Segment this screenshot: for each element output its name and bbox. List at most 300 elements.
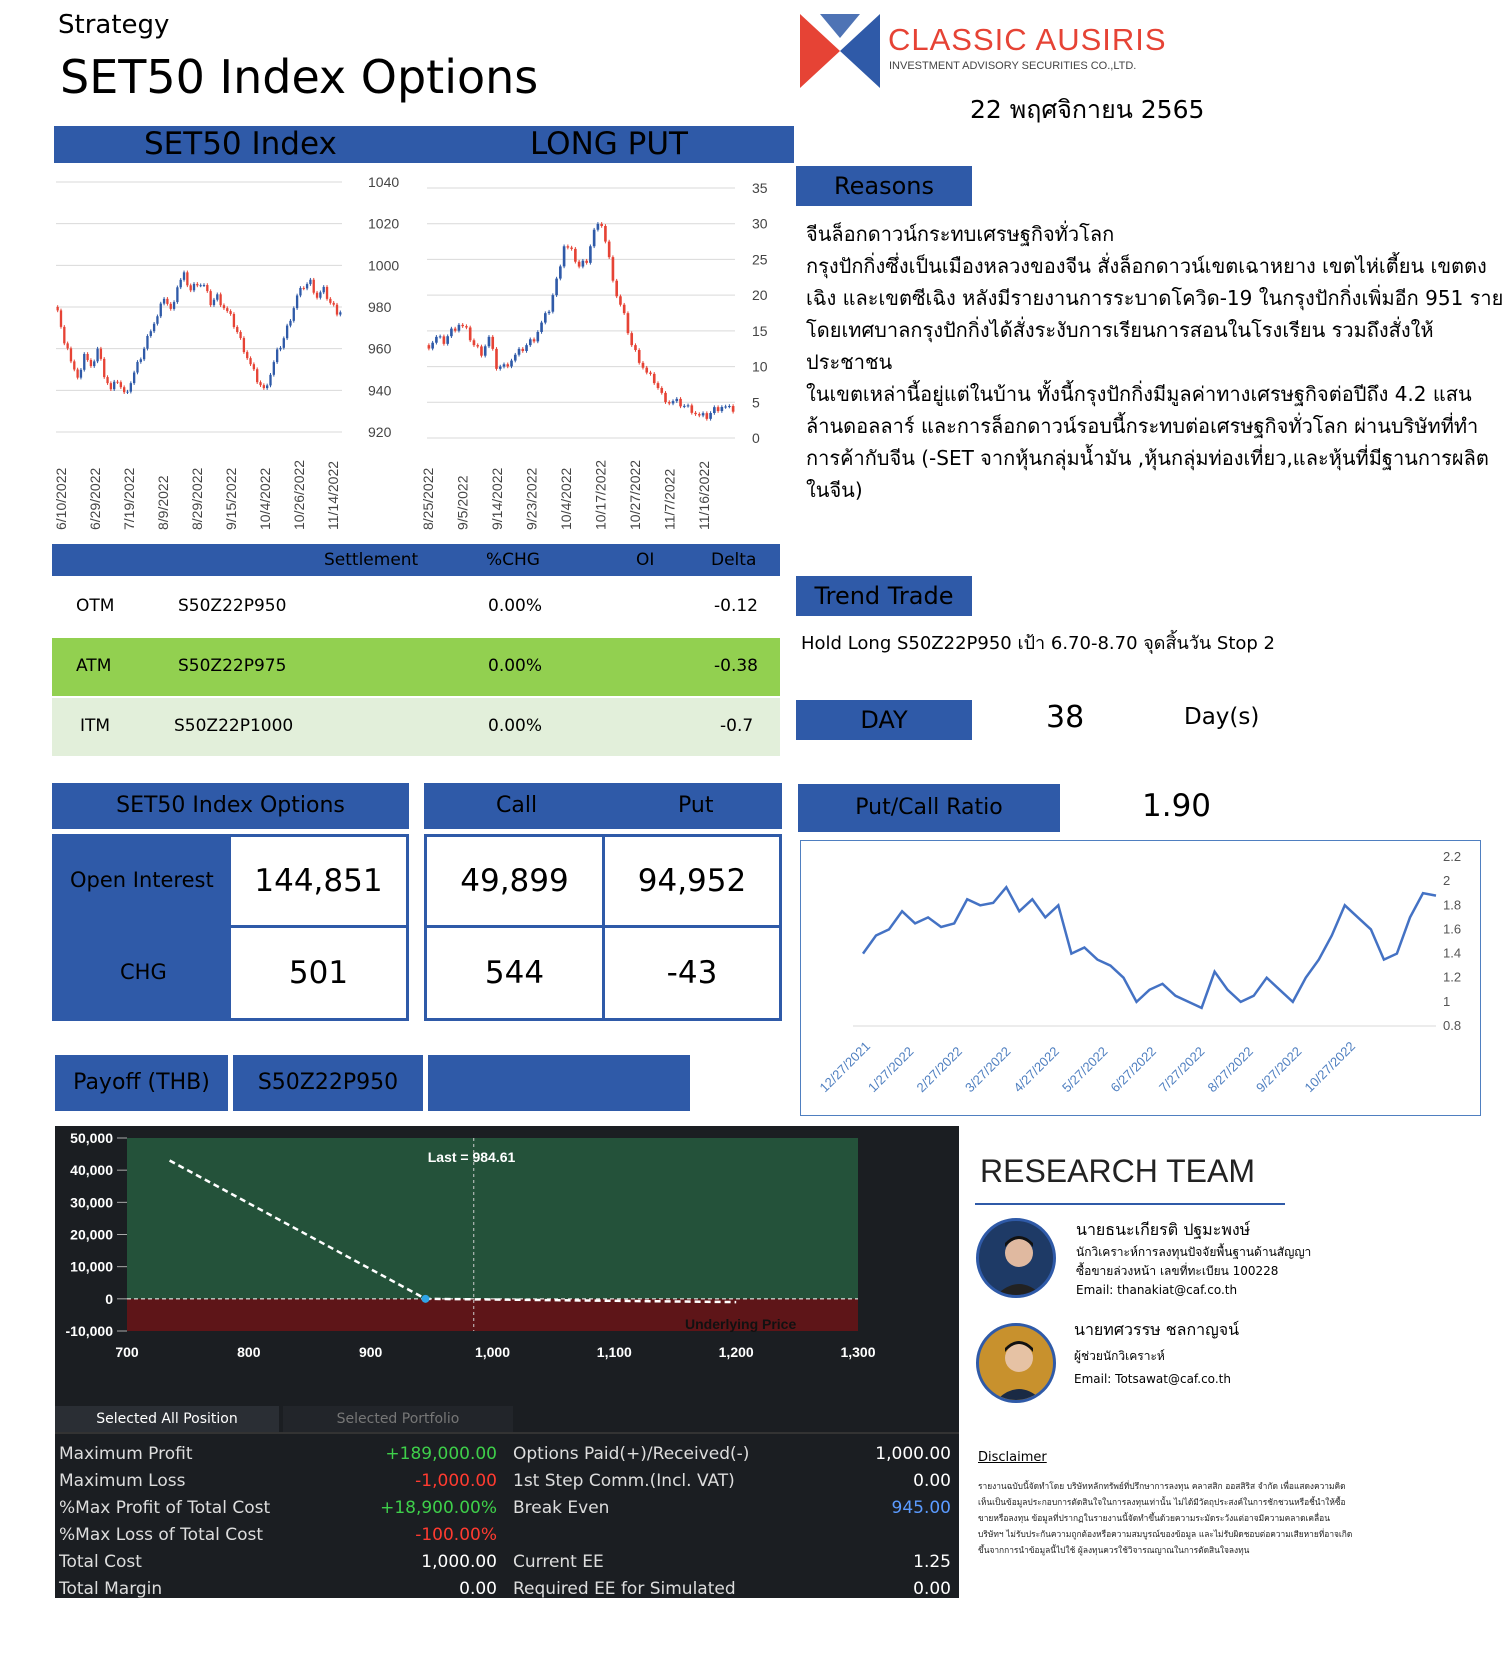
stats-row bbox=[59, 1521, 497, 1548]
x-tick-label: 1,100 bbox=[596, 1344, 632, 1360]
candle-body bbox=[548, 312, 551, 313]
candle-body bbox=[126, 392, 128, 393]
candle-body bbox=[600, 224, 603, 226]
stat-label: 1st Step Comm.(Incl. VAT) bbox=[513, 1470, 735, 1491]
table-row-otm bbox=[52, 578, 780, 636]
x-tick-label: 9/23/2022 bbox=[523, 467, 540, 530]
trend-trade-text: Hold Long S50Z22P950 เป้า 6.70-8.70 จุดสิ้นวัน Stop 2 bbox=[801, 633, 1276, 654]
candle-body bbox=[454, 329, 457, 331]
candle-body bbox=[484, 346, 487, 355]
candle-body bbox=[160, 304, 162, 317]
candle-body bbox=[717, 407, 720, 411]
candle-body bbox=[170, 304, 172, 309]
x-tick-label: 1,000 bbox=[474, 1344, 511, 1360]
left-stats-table bbox=[59, 1440, 497, 1602]
candle-body bbox=[333, 303, 335, 305]
candle-body bbox=[574, 249, 577, 262]
stats-row bbox=[513, 1467, 951, 1494]
y-tick-label: 0 bbox=[105, 1290, 113, 1307]
reason-line: จีนล็อกดาวน์กระทบเศรษฐกิจทั่วโลก bbox=[806, 222, 1115, 246]
stats-row bbox=[513, 1575, 951, 1602]
stat-value: 1,000.00 bbox=[421, 1551, 497, 1572]
x-tick-label: 1,200 bbox=[718, 1344, 754, 1360]
oi-call-cell: 49,899 bbox=[424, 834, 605, 928]
x-tick-label: 7/27/2022 bbox=[1156, 1043, 1208, 1096]
x-tick-label: 10/4/2022 bbox=[558, 467, 574, 530]
candle-body bbox=[653, 374, 656, 383]
candle-body bbox=[619, 296, 622, 304]
row-series: S50Z22P950 bbox=[178, 596, 287, 616]
candle-body bbox=[627, 313, 630, 333]
candle-body bbox=[229, 311, 231, 314]
x-tick-label: 4/27/2022 bbox=[1010, 1043, 1063, 1096]
set50-chart-title: SET50 Index bbox=[144, 126, 337, 162]
stats-row bbox=[513, 1548, 951, 1575]
company-logo bbox=[800, 14, 880, 88]
candle-body bbox=[476, 345, 479, 346]
options-table-header bbox=[52, 544, 780, 576]
candle-body bbox=[306, 284, 308, 288]
candle-body bbox=[597, 224, 600, 230]
table-row-atm bbox=[52, 638, 780, 696]
y-tick-label: 2.2 bbox=[1443, 849, 1462, 864]
candle-body bbox=[233, 314, 235, 327]
y-tick-label: 30,000 bbox=[70, 1194, 113, 1211]
candle-body bbox=[86, 354, 88, 360]
tab-divider bbox=[55, 1432, 959, 1434]
candle-body bbox=[630, 333, 633, 345]
stats-row bbox=[513, 1494, 951, 1521]
stat-label: Options Paid(+)/Received(-) bbox=[513, 1443, 750, 1464]
y-tick-label: 1.6 bbox=[1443, 921, 1462, 937]
candle-body bbox=[136, 362, 138, 373]
candle-body bbox=[698, 414, 701, 415]
candle-body bbox=[615, 281, 618, 297]
candle-body bbox=[634, 345, 637, 350]
candle-body bbox=[578, 262, 581, 267]
tab-selected-all-position[interactable]: Selected All Position bbox=[55, 1406, 279, 1432]
y-tick-label: 30 bbox=[752, 215, 768, 232]
candle-body bbox=[116, 382, 118, 383]
candle-body bbox=[73, 361, 75, 369]
person-role: ผู้ช่วยนักวิเคราะห์ bbox=[1074, 1349, 1165, 1363]
person-email: Email: thanakiat@caf.co.th bbox=[1076, 1283, 1238, 1297]
x-tick-label: 1/27/2022 bbox=[865, 1043, 917, 1096]
x-tick-label: 10/26/2022 bbox=[291, 459, 307, 530]
person-1 bbox=[1076, 1218, 1311, 1300]
reason-line: กรุงปักกิ่งซึ่งเป็นเมืองหลวงของจีน สั่งล็อกดาวน์เขตเฉาหยาง เขตไห่เตี้ยน เขตตง bbox=[806, 254, 1487, 278]
brand-name: CLASSIC AUSIRIS bbox=[888, 22, 1167, 57]
stats-row bbox=[513, 1521, 951, 1548]
stat-value: +18,900.00% bbox=[380, 1497, 497, 1518]
candle-body bbox=[559, 266, 562, 278]
candle-body bbox=[544, 313, 547, 322]
long-put-chart-title: LONG PUT bbox=[530, 126, 688, 162]
x-tick-label: 11/16/2022 bbox=[696, 460, 712, 530]
candle-body bbox=[536, 332, 539, 341]
candle-body bbox=[100, 349, 102, 359]
x-tick-label: 9/15/2022 bbox=[223, 467, 239, 530]
candle-body bbox=[589, 246, 592, 263]
y-tick-label: 960 bbox=[368, 340, 392, 357]
disclaimer-title: Disclaimer bbox=[978, 1450, 1047, 1465]
long-put-candlestick-chart bbox=[415, 168, 780, 538]
candle-body bbox=[585, 261, 588, 263]
oi-put-cell: 94,952 bbox=[602, 834, 782, 928]
candle-body bbox=[506, 364, 509, 366]
y-tick-label: 0.8 bbox=[1443, 1018, 1462, 1033]
candle-body bbox=[266, 385, 268, 388]
x-tick-label: 10/27/2022 bbox=[627, 459, 643, 530]
y-tick-label: 15 bbox=[752, 322, 768, 339]
research-divider bbox=[975, 1203, 1285, 1205]
reasons-text bbox=[806, 218, 1506, 506]
pcr-series-line bbox=[863, 887, 1436, 1008]
candle-body bbox=[313, 280, 315, 293]
y-tick-label: 1020 bbox=[368, 215, 400, 232]
x-tick-label: 8/29/2022 bbox=[189, 467, 205, 530]
reasons-label: Reasons bbox=[796, 166, 972, 206]
y-tick-label: -10,000 bbox=[65, 1323, 113, 1339]
candle-body bbox=[309, 280, 311, 284]
x-tick-label: 9/14/2022 bbox=[489, 467, 505, 530]
put-call-ratio-chart bbox=[800, 840, 1481, 1116]
candle-body bbox=[518, 349, 521, 355]
candle-body bbox=[246, 352, 248, 358]
brand-subtitle: INVESTMENT ADVISORY SECURITIES CO.,LTD. bbox=[889, 60, 1137, 72]
stats-row bbox=[513, 1440, 951, 1467]
candle-body bbox=[623, 305, 626, 313]
stat-value: 0.00 bbox=[459, 1578, 497, 1599]
stat-label bbox=[513, 1521, 845, 1548]
x-tick-label: 5/27/2022 bbox=[1059, 1043, 1111, 1096]
candle-body bbox=[461, 325, 464, 326]
candle-body bbox=[612, 257, 615, 281]
candle-body bbox=[316, 293, 318, 298]
stat-value bbox=[845, 1521, 951, 1548]
pcr-label: Put/Call Ratio bbox=[798, 784, 1060, 832]
candle-body bbox=[480, 346, 483, 355]
x-tick-label: 12/27/2021 bbox=[816, 1038, 874, 1096]
candle-body bbox=[76, 370, 78, 378]
candle-body bbox=[273, 362, 275, 375]
candle-body bbox=[156, 316, 158, 323]
y-tick-label: 920 bbox=[368, 424, 392, 440]
candle-body bbox=[286, 326, 288, 339]
candle-body bbox=[269, 375, 271, 386]
candle-body bbox=[83, 354, 85, 370]
payoff-panel bbox=[55, 1126, 959, 1598]
candle-body bbox=[649, 373, 652, 374]
candle-body bbox=[203, 285, 205, 286]
stat-label: Maximum Profit bbox=[59, 1443, 193, 1464]
candle-body bbox=[552, 295, 555, 312]
candle-body bbox=[675, 399, 678, 401]
candle-body bbox=[582, 261, 585, 267]
candle-body bbox=[70, 348, 72, 361]
y-tick-label: 1040 bbox=[368, 174, 400, 190]
x-tick-label: 10/17/2022 bbox=[592, 459, 609, 530]
x-tick-label: 9/5/2022 bbox=[454, 475, 471, 530]
y-tick-label: 5 bbox=[752, 394, 760, 411]
stat-label: %Max Profit of Total Cost bbox=[59, 1497, 271, 1518]
candle-body bbox=[319, 292, 321, 297]
x-tick-label: 8/9/2022 bbox=[155, 475, 171, 530]
stat-value: +189,000.00 bbox=[385, 1443, 497, 1464]
stat-value: 0.00 bbox=[913, 1578, 951, 1599]
candle-body bbox=[90, 360, 92, 366]
day-label: DAY bbox=[796, 700, 972, 740]
candle-body bbox=[642, 363, 645, 368]
candle-body bbox=[458, 325, 461, 331]
candle-body bbox=[555, 279, 558, 296]
x-tick-label: 7/19/2022 bbox=[121, 467, 137, 530]
row-moneyness: ATM bbox=[76, 656, 112, 676]
candle-body bbox=[465, 326, 468, 327]
candle-body bbox=[303, 288, 305, 289]
candle-body bbox=[296, 295, 298, 308]
reason-line: การค้ากับจีน (-SET จากหุ้นกลุ่มน้ำมัน ,หุ้นกลุ่มท่องเที่ยว,และหุ้นที่มีฐานการผลิต bbox=[806, 446, 1489, 470]
candle-body bbox=[567, 246, 570, 247]
row-delta: -0.12 bbox=[714, 596, 758, 616]
call-label: Call bbox=[496, 793, 538, 818]
candle-body bbox=[176, 287, 178, 302]
candle-body bbox=[223, 305, 225, 308]
candle-body bbox=[446, 336, 449, 344]
candle-body bbox=[209, 291, 211, 305]
stats-row bbox=[59, 1575, 497, 1602]
y-tick-label: 40,000 bbox=[70, 1162, 113, 1179]
candle-body bbox=[664, 393, 667, 402]
stat-label: Break Even bbox=[513, 1497, 610, 1518]
table-row-itm bbox=[52, 698, 780, 756]
x-tick-label: 2/27/2022 bbox=[913, 1043, 966, 1096]
candle-body bbox=[243, 338, 245, 352]
candle-body bbox=[213, 300, 215, 305]
stat-value: -100.00% bbox=[415, 1524, 497, 1545]
candle-body bbox=[190, 285, 192, 290]
chg-call-cell: 544 bbox=[424, 925, 605, 1021]
candle-body bbox=[694, 413, 697, 414]
candle-body bbox=[133, 373, 135, 384]
payoff-label: Payoff (THB) bbox=[55, 1055, 228, 1111]
research-team-title: RESEARCH TEAM bbox=[980, 1153, 1256, 1189]
candle-body bbox=[146, 336, 148, 349]
col-settlement: Settlement bbox=[324, 550, 419, 570]
candle-body bbox=[56, 307, 58, 310]
candle-body bbox=[329, 299, 331, 303]
candle-body bbox=[283, 338, 285, 348]
day-unit: Day(s) bbox=[1184, 704, 1260, 730]
stat-value: 945.00 bbox=[891, 1497, 951, 1518]
x-tick-label: 1,300 bbox=[840, 1344, 876, 1360]
candle-body bbox=[604, 226, 607, 242]
candle-body bbox=[431, 343, 434, 349]
x-tick-label: 11/14/2022 bbox=[325, 460, 341, 530]
x-tick-label: 3/27/2022 bbox=[962, 1043, 1014, 1096]
reason-line: ในจีน) bbox=[806, 478, 863, 502]
candle-body bbox=[96, 349, 98, 362]
y-tick-label: 10,000 bbox=[70, 1258, 113, 1275]
y-tick-label: 1000 bbox=[368, 257, 400, 274]
row-delta: -0.38 bbox=[714, 656, 758, 676]
stat-label: %Max Loss of Total Cost bbox=[59, 1524, 264, 1545]
candle-body bbox=[533, 339, 536, 341]
candle-body bbox=[106, 377, 108, 383]
candle-body bbox=[193, 284, 195, 290]
y-tick-label: 35 bbox=[752, 180, 768, 196]
stat-label: Current EE bbox=[513, 1551, 604, 1572]
candle-body bbox=[256, 369, 258, 382]
trend-trade-label: Trend Trade bbox=[796, 576, 972, 616]
x-tick-label: 11/7/2022 bbox=[661, 468, 678, 530]
candle-body bbox=[293, 308, 295, 321]
candle-body bbox=[713, 407, 716, 413]
payoff-series: S50Z22P950 bbox=[233, 1055, 423, 1111]
disclaimer-text: รายงานฉบับนี้จัดทำโดย บริษัทหลักทรัพย์ที่ปรึกษาการลงทุน คลาสสิก ออสสิริส จำกัด เพื่อแสดงความคิดเห็นเป็นข้อมูลประกอบการตัดสินใจในการลงทุนเท่านั้น ไม่ได้มีวัตถุประสงค์ในการชักชวนหรือชี้นำให้ซื้อขายหรือลงทุน ข้อมูลที่ปรากฏในรายงานนี้จัดทำขึ้นด้วยความระมัดระวังแต่อาจมีความคลาดเคลื่อน บริษัทฯ ไม่รับประกันความถูกต้องหรือความสมบูรณ์ของข้อมูล และไม่รับผิดชอบต่อความเสียหายที่อาจเกิดขึ้นจากการนำข้อมูลนี้ไปใช้ ผู้ลงทุนควรใช้วิจารณญาณในการตัดสินใจลงทุน bbox=[978, 1481, 1353, 1555]
candle-body bbox=[110, 383, 112, 389]
row-chg: 0.00% bbox=[488, 716, 543, 736]
row-delta: -0.7 bbox=[720, 716, 754, 736]
candle-body bbox=[687, 405, 690, 406]
y-tick-label: 940 bbox=[368, 382, 392, 399]
candle-body bbox=[540, 323, 543, 332]
stats-row bbox=[59, 1440, 497, 1467]
candle-body bbox=[80, 370, 82, 378]
candle-body bbox=[249, 358, 251, 364]
stat-label: Required EE for Simulated bbox=[513, 1578, 736, 1599]
break-even-point bbox=[421, 1295, 429, 1303]
y-tick-label: 25 bbox=[752, 251, 768, 268]
candle-body bbox=[443, 336, 446, 343]
right-stats-table bbox=[513, 1440, 951, 1602]
person-name: นายธนะเกียรติ ปฐมะพงษ์ bbox=[1076, 1220, 1251, 1239]
col-delta: Delta bbox=[711, 550, 757, 570]
oi-box-title: SET50 Index Options bbox=[52, 783, 409, 829]
candle-body bbox=[724, 407, 727, 408]
candle-body bbox=[63, 327, 65, 343]
payoff-blank-bar bbox=[428, 1055, 690, 1111]
candle-body bbox=[140, 359, 142, 362]
stat-label: Total Cost bbox=[59, 1551, 142, 1572]
x-tick-label: 9/27/2022 bbox=[1253, 1043, 1305, 1096]
oi-total-cell: 144,851 bbox=[228, 834, 409, 928]
x-tick-label: 6/10/2022 bbox=[53, 467, 69, 530]
candle-body bbox=[103, 359, 105, 377]
x-tick-label: 800 bbox=[237, 1344, 261, 1360]
candle-body bbox=[143, 349, 145, 360]
candle-body bbox=[236, 327, 238, 332]
candle-body bbox=[450, 329, 453, 337]
candle-body bbox=[491, 337, 494, 349]
candle-body bbox=[66, 343, 68, 348]
candle-body bbox=[499, 367, 502, 369]
candle-body bbox=[525, 345, 528, 351]
stat-label: Maximum Loss bbox=[59, 1470, 186, 1491]
avatar bbox=[976, 1218, 1056, 1298]
candle-body bbox=[529, 339, 532, 345]
candle-body bbox=[435, 337, 438, 343]
candle-body bbox=[339, 312, 341, 314]
candle-body bbox=[336, 305, 338, 315]
x-tick-label: 700 bbox=[115, 1344, 139, 1360]
person-name: นายทศวรรษ ชลกาญจน์ bbox=[1074, 1320, 1240, 1339]
call-put-header bbox=[424, 783, 782, 829]
candle-body bbox=[679, 399, 682, 406]
candle-body bbox=[123, 387, 125, 392]
person-email: Email: Totsawat@caf.co.th bbox=[1074, 1372, 1231, 1386]
strategy-label: Strategy bbox=[58, 10, 170, 40]
candle-body bbox=[166, 299, 168, 304]
y-tick-label: 50,000 bbox=[70, 1130, 113, 1146]
candle-body bbox=[219, 294, 221, 305]
y-tick-label: 10 bbox=[752, 358, 768, 375]
candle-body bbox=[323, 287, 325, 292]
x-tick-label: 8/25/2022 bbox=[420, 467, 436, 530]
put-label: Put bbox=[678, 793, 714, 818]
candle-body bbox=[150, 331, 152, 336]
x-tick-label: 8/27/2022 bbox=[1204, 1043, 1257, 1096]
day-value: 38 bbox=[1046, 700, 1085, 735]
candle-body bbox=[728, 406, 731, 407]
candle-body bbox=[326, 287, 328, 299]
candle-body bbox=[199, 285, 201, 286]
candle-body bbox=[563, 246, 566, 266]
candle-body bbox=[93, 361, 95, 366]
candle-body bbox=[226, 308, 228, 311]
candle-body bbox=[732, 406, 735, 412]
stat-value: -1,000.00 bbox=[415, 1470, 497, 1491]
candle-body bbox=[645, 368, 648, 373]
candle-body bbox=[120, 382, 122, 387]
chg-total-cell: 501 bbox=[228, 925, 409, 1021]
candle-body bbox=[113, 382, 115, 389]
y-tick-label: 1 bbox=[1443, 993, 1451, 1009]
set50-candlestick-chart bbox=[52, 168, 412, 538]
chg-label: CHG bbox=[120, 960, 167, 984]
row-moneyness: ITM bbox=[80, 716, 111, 736]
tab-selected-portfolio[interactable]: Selected Portfolio bbox=[283, 1406, 513, 1432]
y-tick-label: 980 bbox=[368, 299, 392, 315]
candle-body bbox=[706, 413, 709, 419]
stats-row bbox=[59, 1494, 497, 1521]
payoff-chart bbox=[55, 1126, 959, 1402]
row-moneyness: OTM bbox=[76, 596, 115, 616]
avatar bbox=[976, 1323, 1056, 1403]
candle-body bbox=[206, 285, 208, 291]
stat-value: 1.25 bbox=[913, 1551, 951, 1572]
candle-body bbox=[690, 405, 693, 412]
y-tick-label: 1.8 bbox=[1443, 897, 1462, 913]
candle-body bbox=[173, 302, 175, 309]
row-series: S50Z22P975 bbox=[178, 656, 287, 676]
oi-label: Open Interest bbox=[70, 868, 214, 892]
last-price-annotation: Last = 984.61 bbox=[427, 1149, 516, 1165]
candle-body bbox=[163, 299, 165, 304]
x-tick-label: 10/4/2022 bbox=[257, 467, 273, 530]
person-role: ซื้อขายล่วงหน้า เลขที่ทะเบียน 100228 bbox=[1076, 1264, 1279, 1278]
candle-body bbox=[276, 349, 278, 362]
chg-put-cell: -43 bbox=[602, 925, 782, 1021]
person-2 bbox=[1074, 1318, 1239, 1389]
reason-line: ในเขตเหล่านี้อยู่แต่ในบ้าน ทั้งนี้กรุงปักกิ่งมีมูลค่าทางเศรษฐกิจต่อปีถึง 4.2 แสน bbox=[806, 382, 1472, 406]
candle-body bbox=[439, 336, 442, 337]
x-axis-label: Underlying Price bbox=[685, 1316, 797, 1332]
y-tick-label: 20,000 bbox=[70, 1226, 113, 1243]
y-tick-label: 20 bbox=[752, 287, 768, 304]
row-chg: 0.00% bbox=[488, 596, 543, 616]
candle-body bbox=[702, 413, 705, 415]
